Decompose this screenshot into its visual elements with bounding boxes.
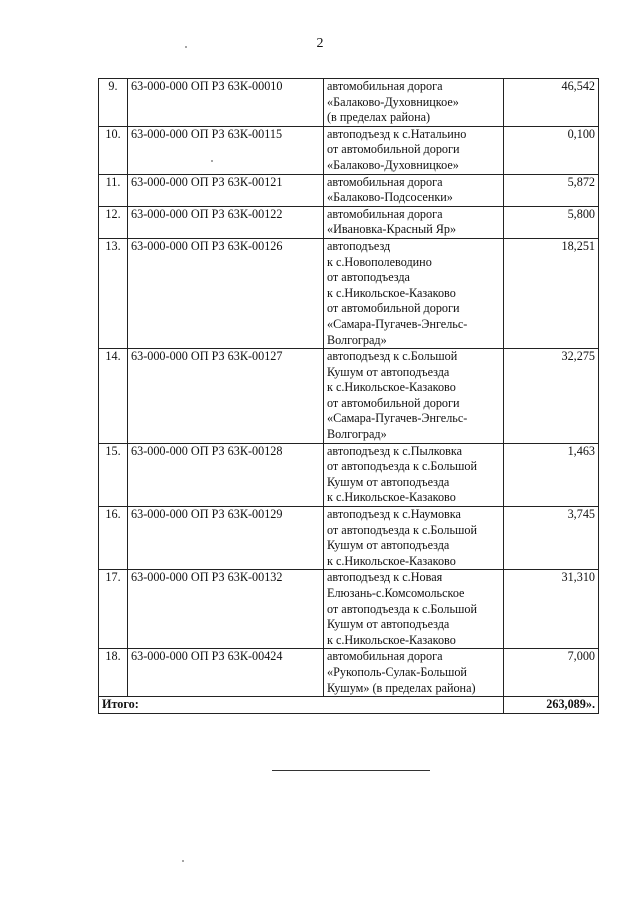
table-row <box>99 174 599 206</box>
road-length: 46,542 <box>504 79 599 127</box>
road-length: 1,463 <box>504 443 599 506</box>
road-id: 63-000-000 ОП РЗ 63К-00127 <box>128 349 324 444</box>
road-name: автоподъезд к с.Натальино от автомобильной дороги «Балаково-Духовницкое» <box>324 126 504 174</box>
road-id: 63-000-000 ОП РЗ 63К-00010 <box>128 79 324 127</box>
row-number: 18. <box>99 649 128 697</box>
road-name: автомобильная дорога «Рукополь-Сулак-Большой Кушум» (в пределах района) <box>324 649 504 697</box>
row-number: 16. <box>99 507 128 570</box>
scan-speck <box>185 46 187 48</box>
roads-table-body <box>99 79 599 697</box>
road-id: 63-000-000 ОП РЗ 63К-00132 <box>128 570 324 649</box>
road-id: 63-000-000 ОП РЗ 63К-00129 <box>128 507 324 570</box>
road-length: 3,745 <box>504 507 599 570</box>
road-name: автомобильная дорога «Ивановка-Красный Яр» <box>324 206 504 238</box>
road-length: 5,872 <box>504 174 599 206</box>
road-name: автоподъезд к с.Новополеводино от автоподъезда к с.Никольское-Казаково от автомобильной дороги «Самара-Пугачев-Энгельс- Волгоград» <box>324 238 504 348</box>
table-row <box>99 443 599 506</box>
roads-table <box>98 78 599 714</box>
table-row <box>99 126 599 174</box>
road-id: 63-000-000 ОП РЗ 63К-00121 <box>128 174 324 206</box>
row-number: 14. <box>99 349 128 444</box>
road-id: 63-000-000 ОП РЗ 63К-00126 <box>128 238 324 348</box>
road-name: автоподъезд к с.Наумовка от автоподъезда к с.Большой Кушум от автоподъезда к с.Никольское-Казаково <box>324 507 504 570</box>
table-row <box>99 349 599 444</box>
road-id: 63-000-000 ОП РЗ 63К-00424 <box>128 649 324 697</box>
road-length: 5,800 <box>504 206 599 238</box>
total-row <box>99 697 599 714</box>
road-id: 63-000-000 ОП РЗ 63К-00128 <box>128 443 324 506</box>
table-row <box>99 507 599 570</box>
road-name: автомобильная дорога «Балаково-Подсосенки» <box>324 174 504 206</box>
road-length: 32,275 <box>504 349 599 444</box>
row-number: 9. <box>99 79 128 127</box>
road-length: 18,251 <box>504 238 599 348</box>
row-number: 13. <box>99 238 128 348</box>
signature-line <box>272 770 430 771</box>
road-id: 63-000-000 ОП РЗ 63К-00115 <box>128 126 324 174</box>
road-id: 63-000-000 ОП РЗ 63К-00122 <box>128 206 324 238</box>
table-row <box>99 238 599 348</box>
table-row <box>99 206 599 238</box>
row-number: 17. <box>99 570 128 649</box>
page-number: 2 <box>316 36 324 51</box>
row-number: 11. <box>99 174 128 206</box>
row-number: 15. <box>99 443 128 506</box>
road-name: автоподъезд к с.Большой Кушум от автоподъезда к с.Никольское-Казаково от автомобильной дороги «Самара-Пугачев-Энгельс- Волгоград» <box>324 349 504 444</box>
table-row <box>99 79 599 127</box>
row-number: 10. <box>99 126 128 174</box>
total-label: Итого: <box>99 697 504 714</box>
road-length: 7,000 <box>504 649 599 697</box>
scan-speck <box>182 860 184 862</box>
total-value: 263,089». <box>504 697 599 714</box>
road-name: автоподъезд к с.Пылковка от автоподъезда к с.Большой Кушум от автоподъезда к с.Никольское-Казаково <box>324 443 504 506</box>
road-name: автоподъезд к с.Новая Елюзань-с.Комсомольское от автоподъезда к с.Большой Кушум от автоподъезда к с.Никольское-Казаково <box>324 570 504 649</box>
road-length: 31,310 <box>504 570 599 649</box>
road-name: автомобильная дорога «Балаково-Духовницкое» (в пределах района) <box>324 79 504 127</box>
table-row <box>99 570 599 649</box>
road-length: 0,100 <box>504 126 599 174</box>
row-number: 12. <box>99 206 128 238</box>
table-row <box>99 649 599 697</box>
scan-speck <box>211 160 213 162</box>
